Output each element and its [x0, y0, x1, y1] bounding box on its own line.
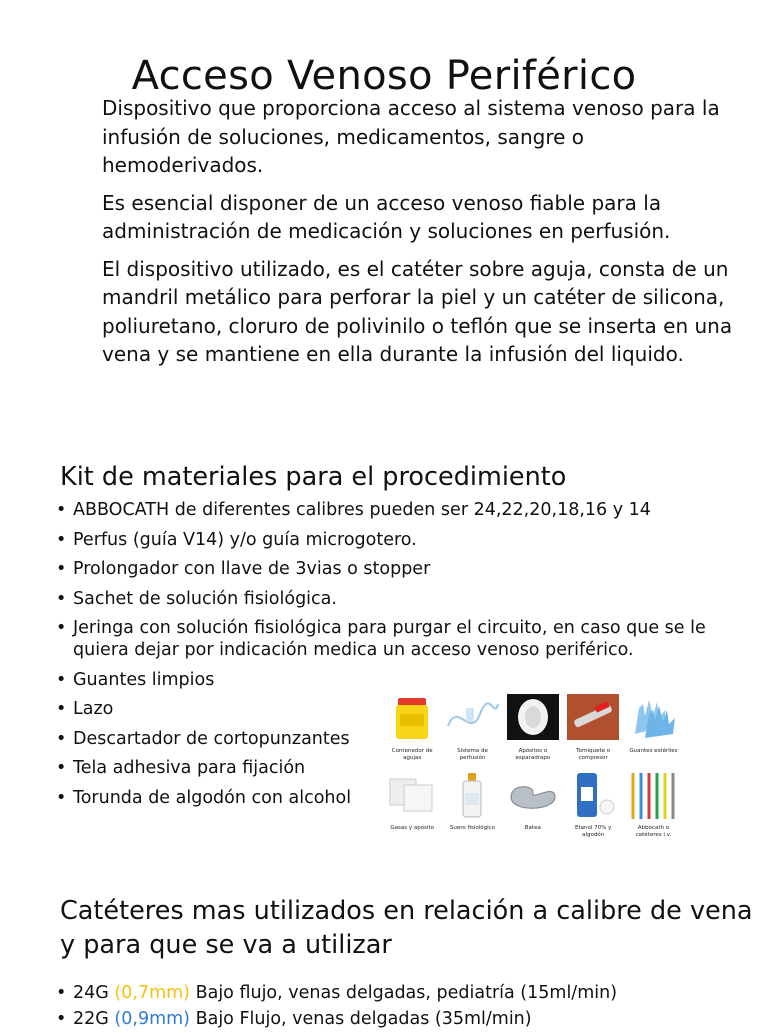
- ethanol-cotton-image: [565, 767, 621, 823]
- list-item: • ABBOCATH de diferentes calibres pueden ser 24,22,20,18,16 y 14: [56, 499, 756, 521]
- size-label: (0,9mm): [114, 1009, 191, 1029]
- gallery-item: [625, 690, 681, 763]
- list-item: • Tela adhesiva para fijación: [56, 757, 756, 779]
- gallery-item: [444, 690, 500, 763]
- list-item: • Prolongador con llave de 3vias o stopper: [56, 558, 756, 580]
- list-item: • Guantes limpios: [56, 669, 756, 691]
- usage-text: Bajo flujo, venas delgadas, pediatría (15ml/min): [195, 983, 618, 1003]
- list-item: [56, 981, 756, 1005]
- intro-text: [102, 94, 742, 378]
- kit-heading: Kit de materiales para el procedimiento: [60, 462, 567, 492]
- gallery-caption: Suero fisiológico: [449, 825, 496, 831]
- gauze-image: [384, 767, 440, 823]
- list-item: • Sachet de solución fisiológica.: [56, 588, 756, 610]
- size-label: (0,7mm): [114, 983, 191, 1003]
- gauge-label: 24G: [73, 983, 109, 1003]
- page-title: Acceso Venoso Periférico: [131, 52, 637, 99]
- gallery-caption: Contenedor de agujas: [391, 748, 433, 761]
- gallery-caption: Apósitos o esparadrapo: [515, 748, 551, 761]
- list-item: [56, 1007, 756, 1031]
- gallery-caption: Gasas y apósito: [390, 825, 434, 831]
- intro-paragraph: El dispositivo utilizado, es el catéter sobre aguja, consta de un mandril metálico para perforar la piel y un catéter de silicona, poliuretano, cloruro de polivinilo o teflón que se inserta en una vena y se mantiene en ella durante la infusión del liquido.: [102, 256, 733, 366]
- gallery-item: [505, 690, 561, 763]
- gallery-item: [505, 767, 561, 840]
- gloves-image: [625, 690, 681, 746]
- gallery-caption: Etanol 70% y algodón: [574, 825, 612, 838]
- gallery-caption: Torniquete o compresor: [576, 748, 611, 761]
- intro-paragraph: Dispositivo que proporciona acceso al sistema venoso para la infusión de soluciones, medicamentos, sangre o hemoderivados.: [102, 96, 720, 177]
- adhesive-tape-image: [505, 690, 561, 746]
- gallery-item: [565, 767, 621, 840]
- catheters-image: [625, 767, 681, 823]
- kidney-dish-image: [505, 767, 561, 823]
- materials-gallery: [384, 690, 742, 840]
- gallery-caption: Batea: [524, 825, 541, 831]
- gallery-item: [384, 767, 440, 840]
- sharps-container-image: [384, 690, 440, 746]
- infusion-set-image: [444, 690, 500, 746]
- tourniquet-image: [565, 690, 621, 746]
- gallery-item: [565, 690, 621, 763]
- gauge-label: 22G: [73, 1009, 109, 1029]
- gallery-caption: Guantes estériles: [629, 748, 678, 754]
- catheters-heading: Catéteres mas utilizados en relación a calibre de vena y para que se va a utilizar: [60, 896, 753, 960]
- gallery-item: [384, 690, 440, 763]
- list-item: • Jeringa con solución fisiológica para purgar el circuito, en caso que se le quiera dejar por indicación medica un acceso venoso periférico.: [56, 617, 756, 661]
- gallery-item: [625, 767, 681, 840]
- list-item: • Lazo: [56, 698, 756, 720]
- gallery-caption: Abbocath o catéteres i.v.: [635, 825, 672, 838]
- intro-paragraph: Es esencial disponer de un acceso venoso fiable para la administración de medicación y soluciones en perfusión.: [102, 190, 671, 243]
- list-item: • Torunda de algodón con alcohol: [56, 787, 756, 809]
- gallery-item: [444, 767, 500, 840]
- gallery-caption: Sistema de perfusión: [457, 748, 488, 761]
- list-item: • Descartador de cortopunzantes: [56, 728, 756, 750]
- list-item: • Perfus (guía V14) y/o guía microgotero.: [56, 529, 756, 551]
- saline-bottle-image: [444, 767, 500, 823]
- catheters-list: [56, 981, 756, 1033]
- usage-text: Bajo Flujo, venas delgadas (35ml/min): [195, 1009, 532, 1029]
